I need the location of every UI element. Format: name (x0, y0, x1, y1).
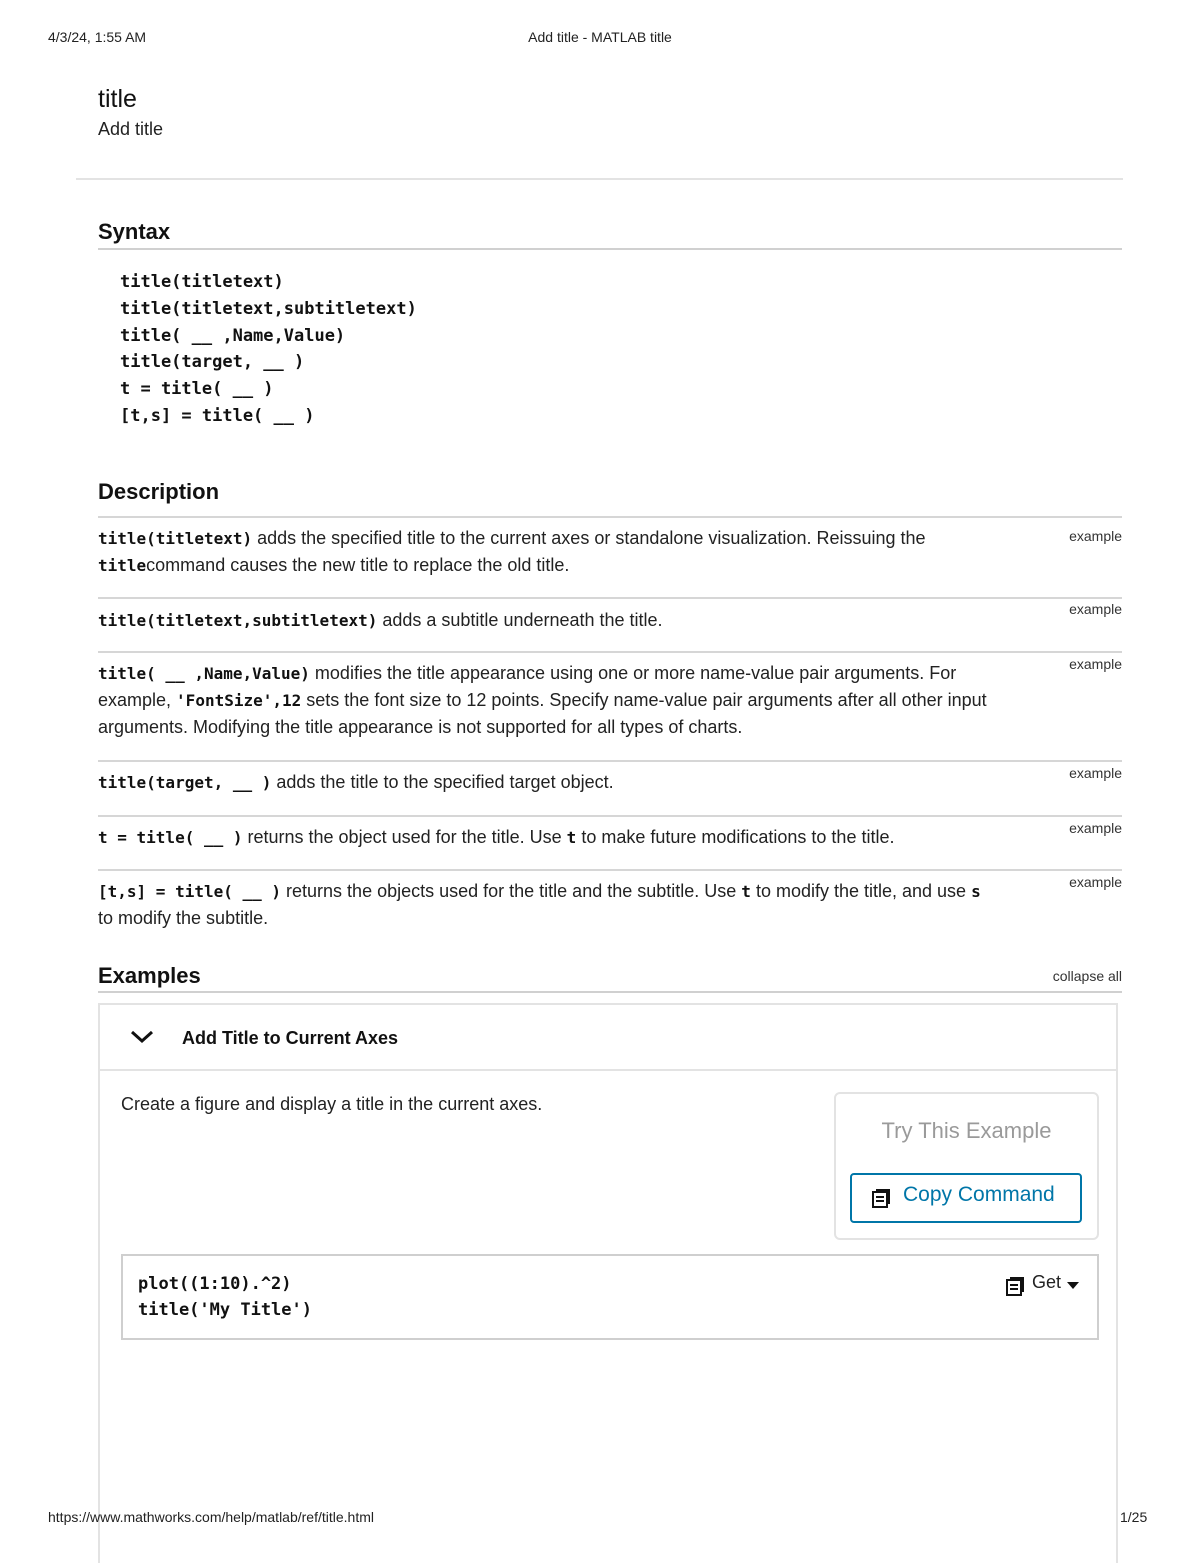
description-rule (98, 815, 1122, 817)
syntax-code: t = title( __ ) (98, 828, 243, 847)
examples-rule (98, 991, 1122, 993)
example-link[interactable]: example (1069, 874, 1122, 890)
examples-heading: Examples (98, 963, 201, 988)
caret-down-icon[interactable] (1066, 1281, 1080, 1291)
example-link[interactable]: example (1069, 601, 1122, 617)
code-line: title('My Title') (138, 1300, 312, 1320)
syntax-code: [t,s] = title( __ ) (98, 882, 282, 901)
copy-command-label[interactable]: Copy Command (903, 1183, 1055, 1206)
description-rule (98, 869, 1122, 871)
get-button[interactable]: Get (1032, 1272, 1062, 1292)
description-row: title(titletext) adds the specified title to the current axes or standalone visualization. Reissuing the titlecommand causes the new title to replace the old title. (98, 528, 926, 575)
syntax-code: title( __ ,Name,Value) (98, 664, 310, 683)
syntax-line: title(titletext) (120, 272, 284, 292)
copy-icon[interactable] (1006, 1276, 1026, 1296)
example-link[interactable]: example (1069, 820, 1122, 836)
syntax-rule (98, 248, 1122, 250)
description-row: title(titletext,subtitletext) adds a subtitle underneath the title. (98, 610, 663, 630)
try-example-label: Try This Example (881, 1118, 1052, 1143)
example-link[interactable]: example (1069, 765, 1122, 781)
example-link[interactable]: example (1069, 528, 1122, 544)
syntax-line: [t,s] = title( __ ) (120, 406, 315, 426)
header-divider (76, 178, 1123, 180)
example-intro: Create a figure and display a title in the current axes. (121, 1094, 543, 1114)
syntax-code: title(target, __ ) (98, 773, 272, 792)
description-row: title( __ ,Name,Value) modifies the title appearance using one or more name-value pair arguments. For example, 'FontSize',12 sets the font size to 12 points. Specify name-value pair arguments after all other input arguments. Modifying the title appearance is not supported for all types of charts. (98, 663, 987, 737)
description-row: title(target, __ ) adds the title to the specified target object. (98, 772, 614, 792)
syntax-line: title(titletext,subtitletext) (120, 299, 417, 319)
syntax-heading: Syntax (98, 219, 171, 244)
syntax-code: title(titletext) (98, 529, 253, 548)
syntax-line: title(target, __ ) (120, 352, 305, 372)
print-doc-title: Add title - MATLAB title (528, 29, 672, 45)
example-title[interactable]: Add Title to Current Axes (182, 1028, 399, 1048)
description-row: t = title( __ ) returns the object used for the title. Use t to make future modifications to the title. (98, 827, 895, 847)
code-block (121, 1254, 1099, 1340)
collapse-all-link[interactable]: collapse all (1052, 968, 1122, 984)
chevron-down-icon[interactable] (130, 1027, 154, 1047)
description-rule (98, 651, 1122, 653)
description-rule (98, 760, 1122, 762)
print-url: https://www.mathworks.com/help/matlab/ref/title.html (48, 1509, 374, 1525)
code-line: plot((1:10).^2) (138, 1274, 292, 1294)
page-title: title (98, 85, 137, 113)
syntax-code: title(titletext,subtitletext) (98, 611, 378, 630)
syntax-line: title( __ ,Name,Value) (120, 326, 346, 346)
page-subtitle: Add title (98, 119, 164, 139)
print-datetime: 4/3/24, 1:55 AM (48, 29, 147, 45)
copy-icon (872, 1188, 892, 1208)
page-number: 1/25 (1120, 1509, 1148, 1525)
description-row: [t,s] = title( __ ) returns the objects used for the title and the subtitle. Use t to modify the title, and use s to modify the subtitle. (98, 881, 981, 928)
example-link[interactable]: example (1069, 656, 1122, 672)
syntax-line: t = title( __ ) (120, 379, 274, 399)
description-rule (98, 597, 1122, 599)
description-heading: Description (98, 479, 220, 504)
description-rule (98, 516, 1122, 518)
